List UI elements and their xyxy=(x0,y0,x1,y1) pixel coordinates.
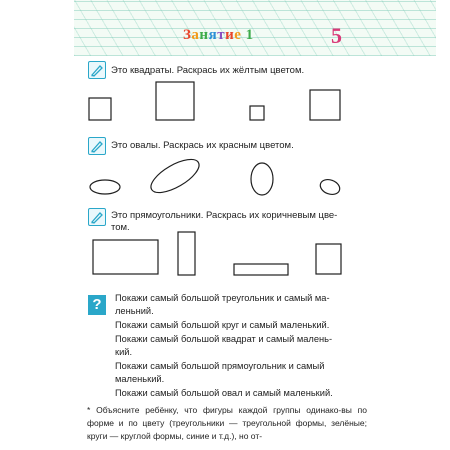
square-medium xyxy=(89,98,111,120)
question-line-7: маленький. xyxy=(115,374,165,384)
lesson-title: Занятие 1 xyxy=(183,27,254,43)
rectangle-small xyxy=(316,244,341,274)
question-line-2: леньний. xyxy=(115,306,154,316)
footnote: * Объясните ребёнку, что фигуры каждой группы одинако-вы по форме и по цвету (треугольники — треугольной формы, зелёные; круги — круглой формы, синие и т.д.), но от- xyxy=(87,405,367,441)
rectangle-large xyxy=(93,240,158,274)
question-line-1: Покажи самый большой треугольник и самый ма- xyxy=(115,293,330,303)
rectangle-flat xyxy=(234,264,288,275)
question-line-3: Покажи самый большой круг и самый маленький. xyxy=(115,320,330,330)
pencil-icon xyxy=(88,208,106,226)
page-number: 5 xyxy=(331,23,342,48)
header-band xyxy=(74,0,436,56)
oval-vertical xyxy=(251,163,273,195)
pencil-icon xyxy=(88,137,106,155)
task-2-text: Это овалы. Раскрась их красным цветом. xyxy=(111,140,294,151)
square-medium-large xyxy=(310,90,340,120)
square-small xyxy=(250,106,264,120)
question-line-4: Покажи самый большой квадрат и самый малень- xyxy=(115,334,333,344)
oval-small xyxy=(90,180,120,194)
pencil-icon xyxy=(88,61,106,79)
oval-tiny xyxy=(318,177,342,197)
question-line-5: кий. xyxy=(115,347,133,357)
square-large xyxy=(156,82,194,120)
question-icon: ? xyxy=(88,295,106,315)
oval-large xyxy=(146,153,204,199)
question-line-6: Покажи самый большой прямоугольник и самый xyxy=(115,361,325,371)
rectangle-tall xyxy=(178,232,195,275)
question-line-8: Покажи самый большой овал и самый маленький. xyxy=(115,388,333,398)
task-3-text-line-2: том. xyxy=(111,222,130,233)
task-3-text-line-1: Это прямоугольники. Раскрась их коричневым цве- xyxy=(111,210,338,221)
task-1-text: Это квадраты. Раскрась их жёлтым цветом. xyxy=(111,65,305,76)
